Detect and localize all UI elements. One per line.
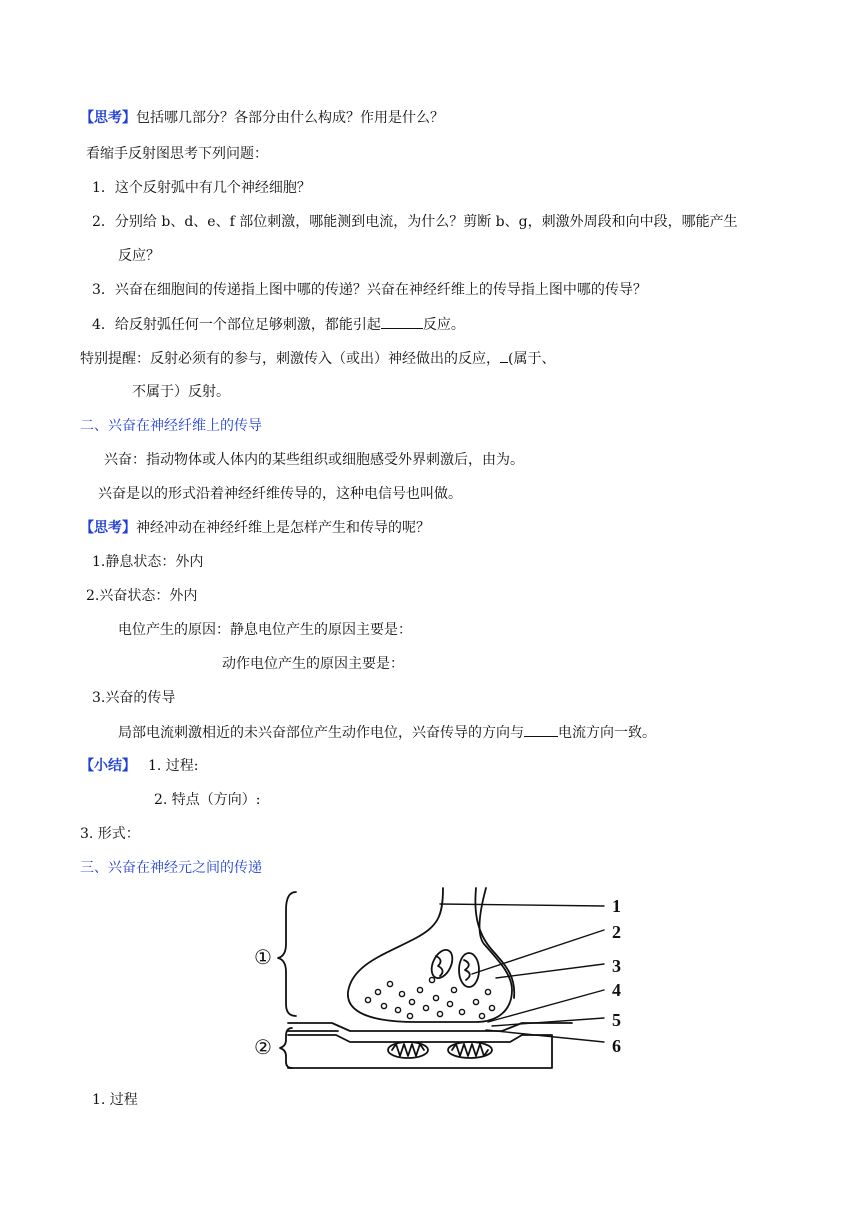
summary-item-2: 2. 特点（方向）: [154,792,261,808]
reminder-text: 特别提醒：反射必须有的参与，刺激传入（或出）神经做出的反应， [80,351,500,367]
think-paragraph-2 [80,518,430,538]
intro-text: 看缩手反射图思考下列问题： [86,146,268,162]
question-1: 1．这个反射弧中有几个神经细胞？ [92,180,311,196]
think-tag: 【思考】 [80,110,136,126]
diagram-label-1: 1 [612,896,621,916]
think-text: 包括哪几部分？各部分由什么构成？作用是什么？ [136,110,444,126]
question-3: 3．兴奋在细胞间的传递指上图中哪的传递？兴奋在神经纤维上的传导指上图中哪的传导？ [92,282,647,298]
summary-item-1: 1. 过程: [148,758,199,774]
diagram-label-6: 6 [612,1036,621,1056]
potential-cause-2: 动作电位产生的原因主要是： [222,656,404,672]
conduction-text [118,722,656,743]
think-paragraph [80,108,444,128]
leader-line-3 [496,964,604,978]
think-text: 神经冲动在神经纤维上是怎样产生和传导的呢？ [136,520,430,536]
leader-line-1 [440,904,604,906]
region-label-1: ① [254,945,272,969]
brace-region-1 [278,892,296,1016]
diagram-label-2: 2 [612,922,621,942]
summary-item-3: 3. 形式： [80,826,140,842]
excitation-definition: 兴奋：指动物体或人体内的某些组织或细胞感受外界刺激后，由为。 [104,452,524,468]
postsynaptic-body [288,1035,552,1068]
resting-state: 1.静息状态：外内 [92,554,204,570]
excited-state: 2.兴奋状态：外内 [86,588,198,604]
diagram-label-3: 3 [612,956,621,976]
diagram-label-5: 5 [612,1010,621,1030]
conduction-text-b: 电流方向一致。 [558,725,656,741]
excitation-signal: 兴奋是以的形式沿着神经纤维传导的，这种电信号也叫做。 [98,486,462,502]
synapse-diagram [240,880,640,1076]
blank-line [524,722,558,737]
mitochondrion [428,947,457,982]
potential-cause-1: 电位产生的原因：静息电位产生的原因主要是： [118,622,412,638]
diagram-label-4: 4 [612,980,621,1000]
question-2-cont: 反应？ [118,248,160,264]
conduction-title: 3.兴奋的传导 [92,690,176,706]
question-2: 2．分别给 b、d、e、f 部位刺激，哪能测到电流，为什么？剪断 b、g，刺激外周段和向中段，哪能产生 [92,214,738,230]
blank-line [381,314,423,329]
axon-outline [348,888,512,1022]
postsynaptic-membrane-top [288,1023,572,1031]
reminder-line2: 不属于）反射。 [132,384,230,400]
summary-line [80,756,199,776]
question-4-end: 反应。 [422,317,465,333]
section2-title: 二、兴奋在神经纤维上的传导 [80,418,262,434]
leader-line-6 [486,1030,604,1042]
reminder-option: (属于、 [508,351,556,367]
summary-tag: 【小结】 [80,758,136,774]
leader-line-4 [488,990,604,1022]
region-label-2: ② [254,1035,272,1059]
reminder [80,348,555,369]
question-4-text: 4．给反射弧任何一个部位足够刺激，都能引起 [92,317,381,333]
think-tag: 【思考】 [80,520,136,536]
section3-title: 三、兴奋在神经元之间的传递 [80,860,262,876]
blank-line [500,348,508,363]
leader-line-5 [492,1018,604,1026]
conduction-text-a: 局部电流刺激相近的未兴奋部位产生动作电位，兴奋传导的方向与 [118,725,524,741]
question-4 [92,314,465,335]
brace-region-2 [280,1028,292,1068]
mitochondrion [459,953,479,987]
process-item-1: 1. 过程 [92,1092,138,1108]
